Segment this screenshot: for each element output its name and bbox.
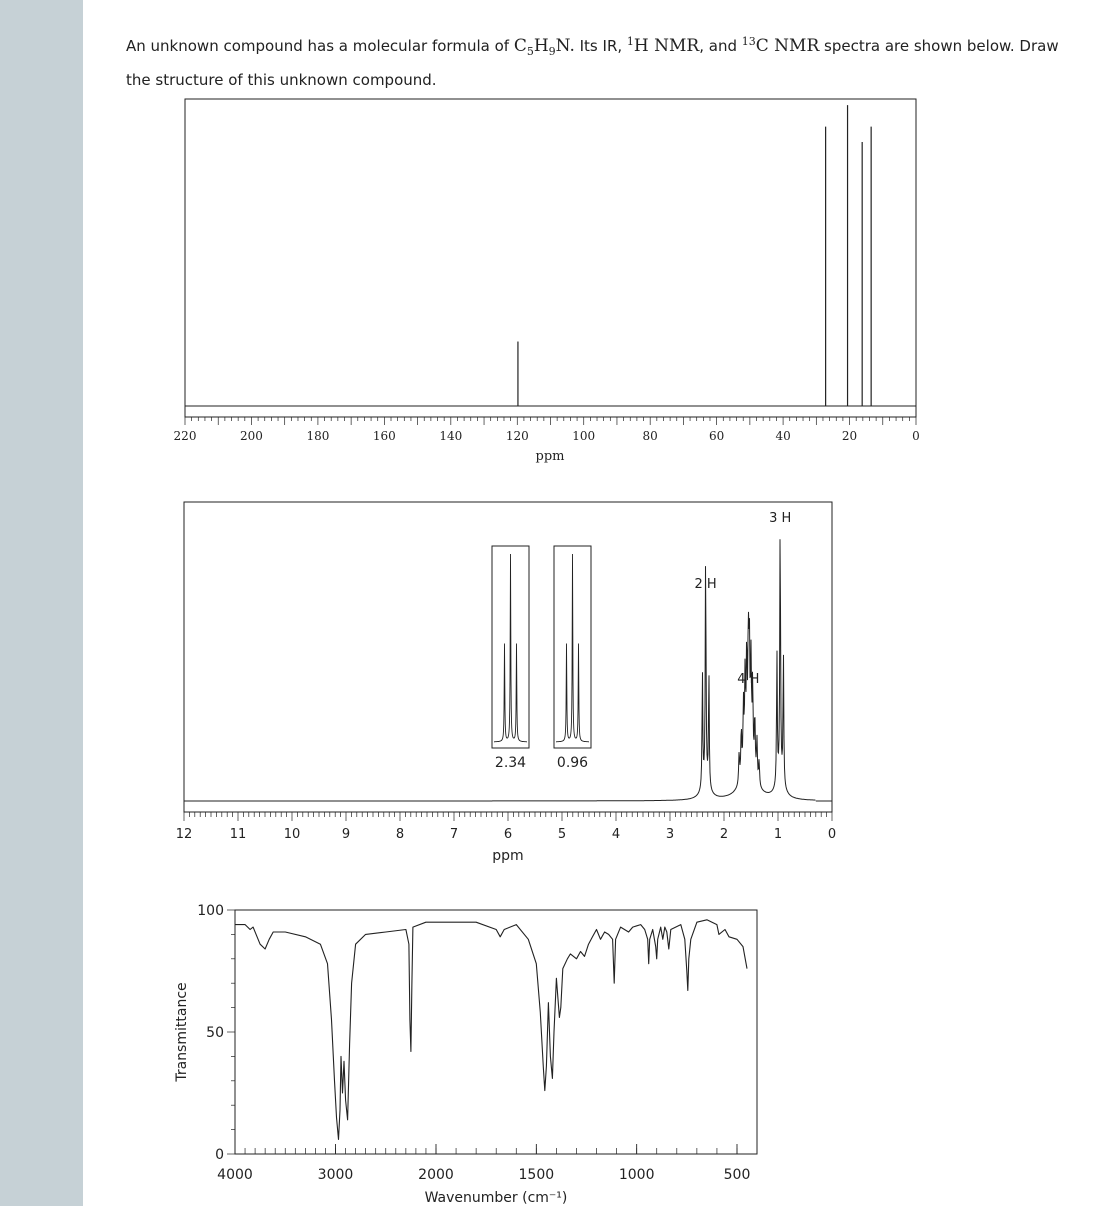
c13-nmr-spectrum <box>174 99 920 464</box>
h1-tick-label: 12 <box>175 827 193 842</box>
h1-tick-label: 10 <box>283 827 301 842</box>
ir-y-tick-label: 100 <box>197 903 224 919</box>
ir-y-tick-label: 0 <box>215 1147 224 1163</box>
c13-tick-label: 180 <box>306 429 330 443</box>
c13-tick-label: 80 <box>642 429 658 443</box>
c13-tick-label: 20 <box>841 429 858 443</box>
c13-tick-label: 220 <box>173 429 197 443</box>
h1-integration-label: 4 H <box>737 672 760 687</box>
c13-tick-label: 120 <box>505 429 529 443</box>
h1-integration-label: 3 H <box>769 511 792 526</box>
formula-h: H <box>533 36 549 56</box>
ir-spectrum-line <box>235 920 747 1140</box>
c13-tick-label: 140 <box>439 429 463 443</box>
ir-y-tick-label: 50 <box>206 1025 224 1041</box>
question-intro: An unknown compound has a molecular formula of <box>126 37 514 55</box>
h1-tick-label: 7 <box>449 827 459 842</box>
c13-tick-label: 60 <box>708 429 725 443</box>
h1-expansion-triplet <box>556 554 589 742</box>
ir-frame <box>235 910 757 1154</box>
h1-expansion-label: 0.96 <box>556 755 589 771</box>
formula-n: N. <box>555 36 575 56</box>
h1-tick-label: 3 <box>665 827 675 842</box>
question-mid-1: Its IR, <box>574 37 627 55</box>
c13-tick-label: 0 <box>912 429 920 443</box>
h1-tick-label: 11 <box>229 827 247 842</box>
h1-tick-label: 5 <box>557 827 567 842</box>
h1-expansion-triplet <box>494 554 527 742</box>
question-mid-2: , and <box>699 37 742 55</box>
h-superscript: 1 <box>626 35 634 48</box>
ir-x-axis-label: Wavenumber (cm⁻¹) <box>424 1190 568 1206</box>
h1-tick-label: 8 <box>395 827 405 842</box>
c13-tick-label: 100 <box>572 429 596 443</box>
ir-spectrum <box>174 903 757 1206</box>
question-rest: spectra are shown below. Draw the structure of this unknown compound. <box>126 37 1059 89</box>
h1-tick-label: 0 <box>827 827 837 842</box>
ir-x-tick-label: 4000 <box>217 1167 253 1183</box>
c13-tick-label: 200 <box>240 429 263 443</box>
c-superscript: 13 <box>741 35 756 48</box>
h1-expansion-label: 2.34 <box>494 755 527 771</box>
h1-integration-label: 2 H <box>694 577 717 592</box>
formula-c-subscript: 5 <box>526 45 534 58</box>
h1-tick-label: 4 <box>611 827 621 842</box>
ir-x-tick-label: 1500 <box>518 1167 555 1183</box>
formula-h-subscript: 9 <box>548 45 556 58</box>
ir-x-tick-label: 3000 <box>317 1167 354 1183</box>
h-nmr-label: H NMR <box>633 36 700 56</box>
c13-frame <box>185 99 916 417</box>
ir-x-tick-label: 1000 <box>618 1167 655 1183</box>
formula-c: C <box>513 36 527 56</box>
h1-tick-label: 2 <box>719 827 729 842</box>
ir-y-axis-label: Transmittance <box>174 982 190 1082</box>
h1-tick-label: 1 <box>773 827 783 842</box>
c13-tick-label: 40 <box>775 429 791 443</box>
c13-tick-label: 160 <box>372 429 396 443</box>
ir-x-tick-label: 500 <box>723 1167 751 1183</box>
h1-nmr-spectrum <box>176 502 836 864</box>
c-nmr-label: C NMR <box>755 36 820 56</box>
c13-x-axis-label: ppm <box>535 449 565 464</box>
h1-x-axis-label: ppm <box>492 848 524 864</box>
h1-tick-label: 9 <box>341 827 351 842</box>
ir-x-tick-label: 2000 <box>418 1167 454 1183</box>
h1-tick-label: 6 <box>503 827 513 842</box>
